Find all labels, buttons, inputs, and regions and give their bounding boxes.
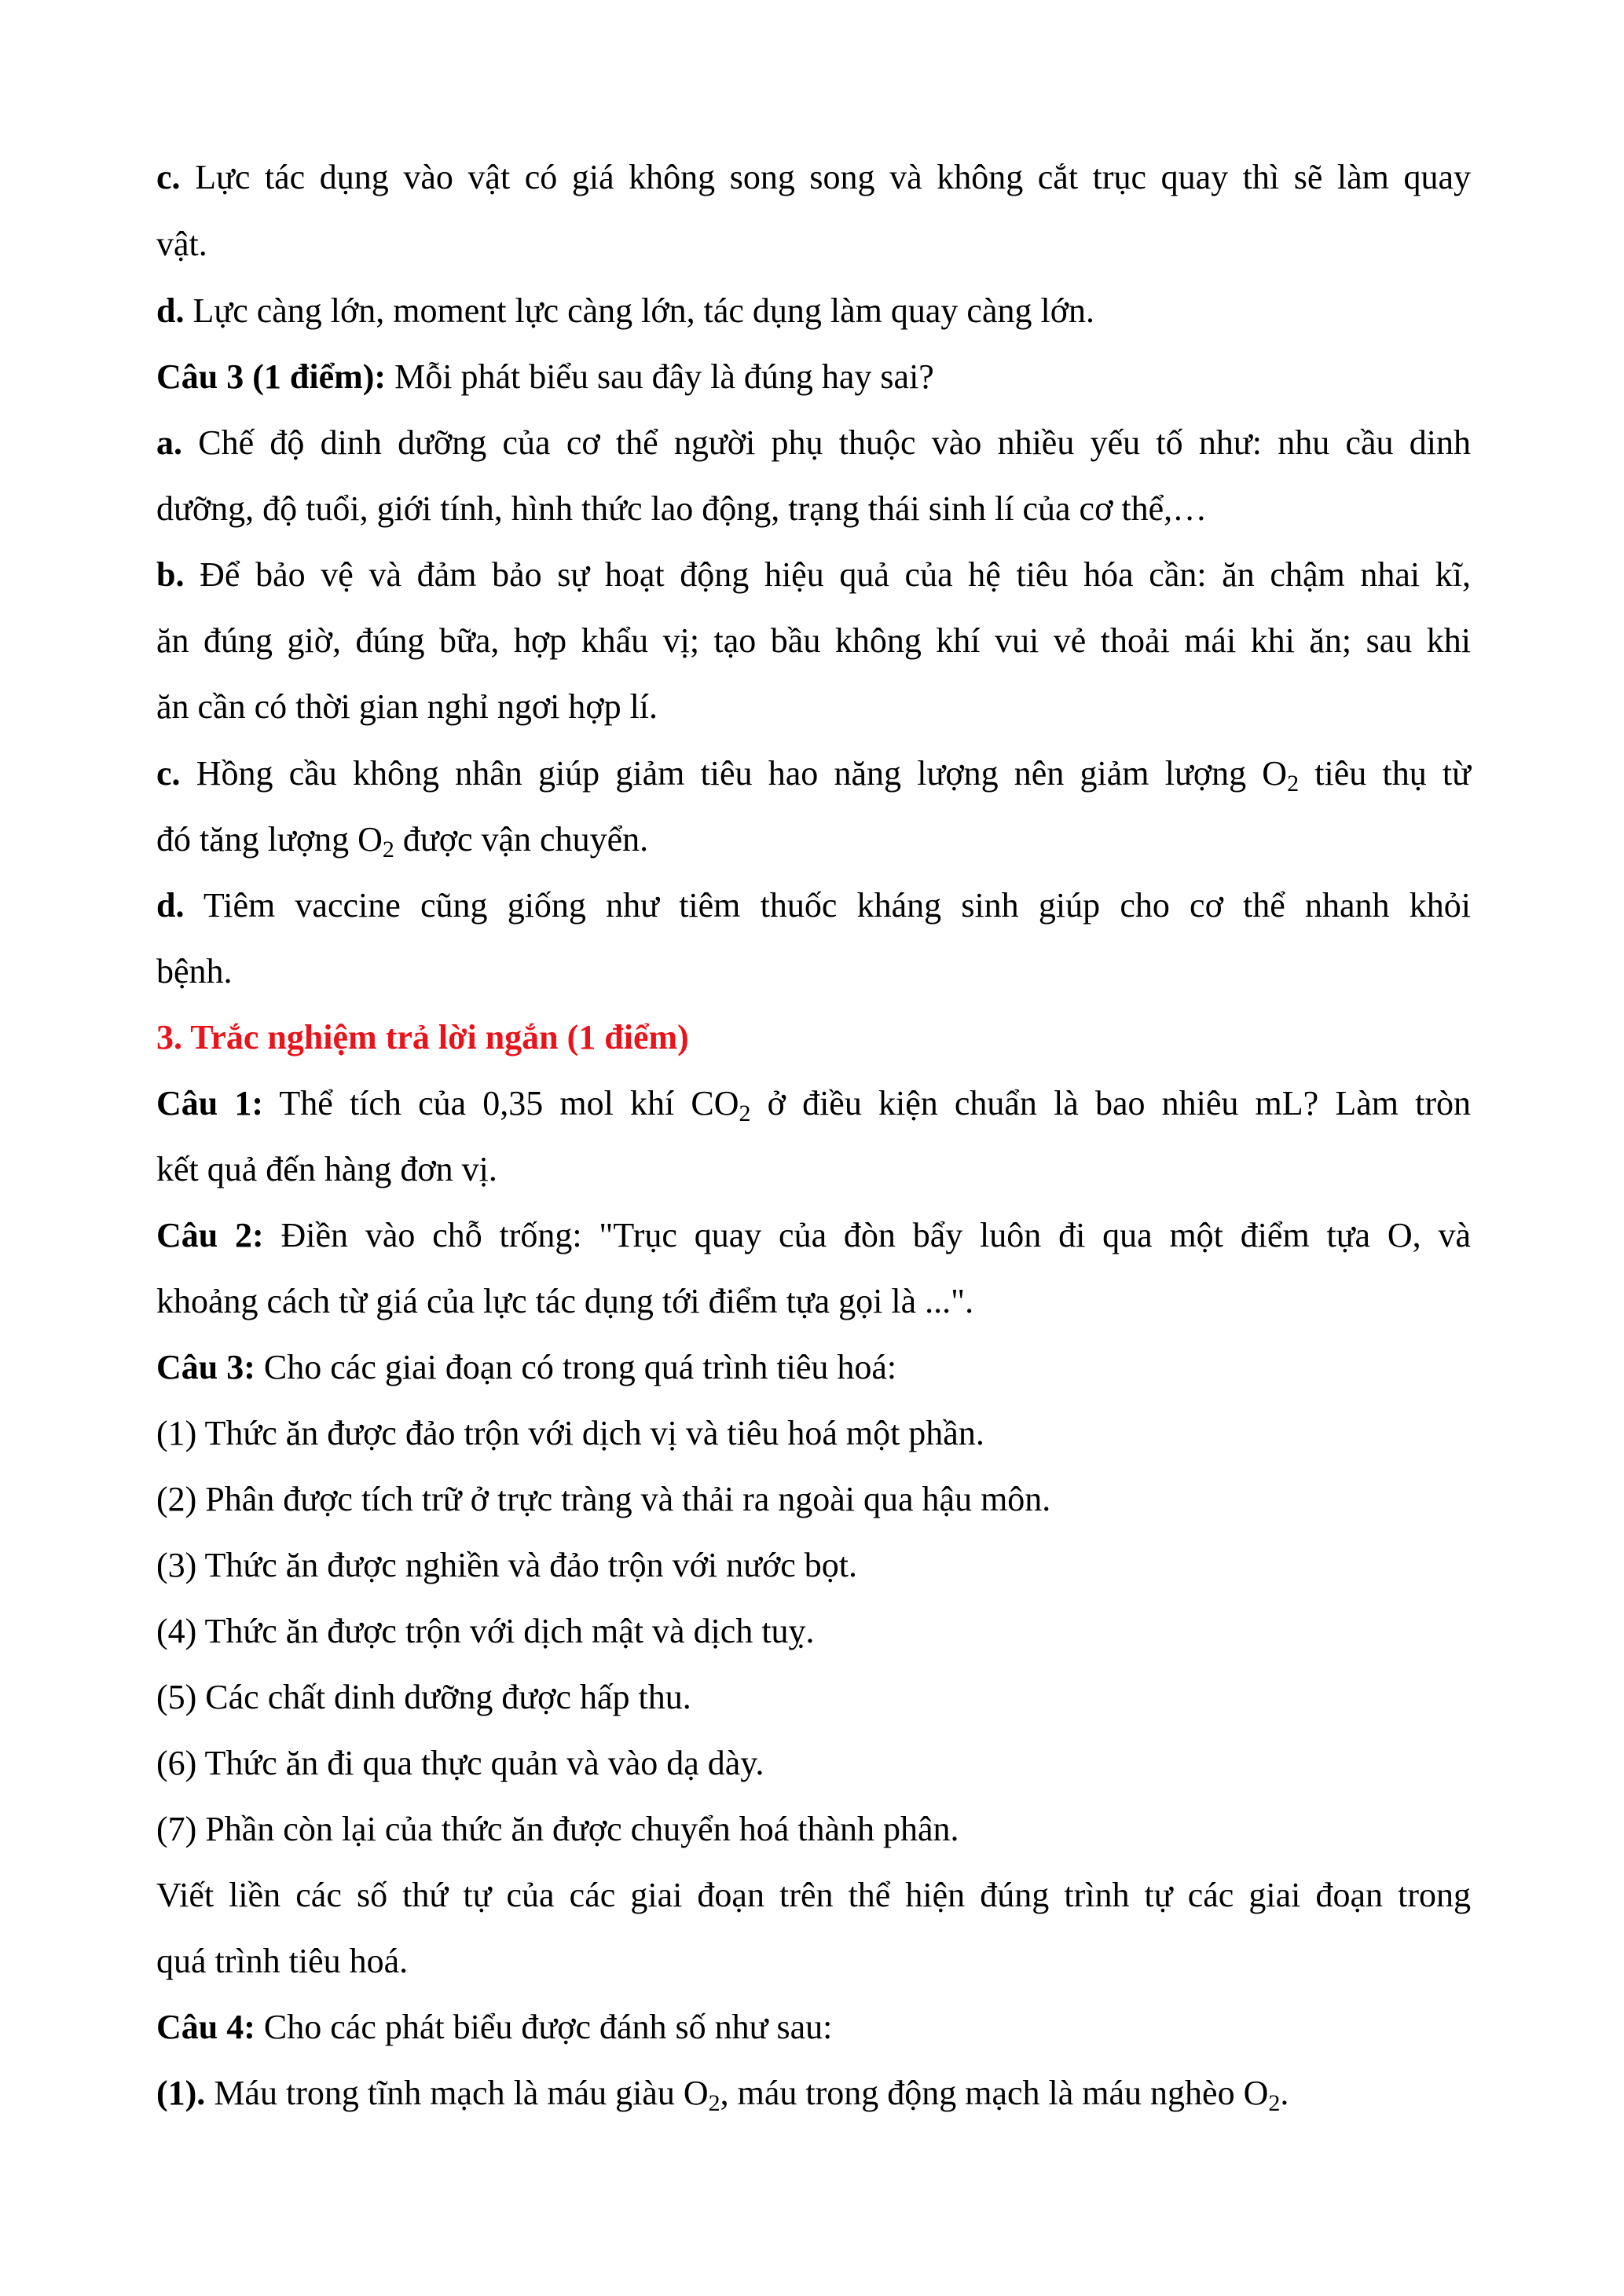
- statement-text: Để bảo vệ và đảm bảo sự hoạt động hiệu quả của hệ tiêu hóa cần: ăn chậm nhai kĩ,: [184, 555, 1471, 594]
- stage-item: (4) Thức ăn được trộn với dịch mật và dịch tuỵ.: [156, 1612, 815, 1650]
- question-prompt: Mỗi phát biểu sau đây là đúng hay sai?: [386, 357, 934, 396]
- question-label: Câu 2:: [156, 1216, 264, 1254]
- q3-statement-b-line2: ăn đúng giờ, đúng bữa, hợp khẩu vị; tạo bầu không khí vui vẻ thoải mái khi ăn; sau khi: [156, 621, 1471, 660]
- stage-item: (5) Các chất dinh dưỡng được hấp thu.: [156, 1678, 691, 1716]
- q2-statement-d: [156, 289, 1471, 333]
- s3-question-2-line2: khoảng cách từ giá của lực tác dụng tới điểm tựa gọi là ...".: [156, 1282, 974, 1320]
- s3-question-4-statement-1: [156, 2071, 1471, 2115]
- statement-label: c.: [156, 754, 181, 793]
- question-text: Điền vào chỗ trống: "Trục quay của đòn bẩy luôn đi qua một điểm tựa O, và: [263, 1216, 1472, 1254]
- subscript: 2: [1287, 771, 1300, 796]
- statement-text: Máu trong tĩnh mạch là máu giàu O: [205, 2074, 709, 2112]
- statement-label: (1).: [156, 2074, 206, 2112]
- stage-item: (6) Thức ăn đi qua thực quản và vào dạ dày.: [156, 1744, 764, 1782]
- subscript: 2: [739, 1100, 751, 1126]
- subscript: 2: [382, 837, 394, 862]
- statement-text: tiêu thụ từ: [1299, 754, 1471, 793]
- statement-text: Tiêm vaccine cũng giống như tiêm thuốc kháng sinh giúp cho cơ thể nhanh khỏi: [184, 886, 1471, 925]
- q3-statement-d-line2: bệnh.: [156, 952, 233, 991]
- statement-text: đó tăng lượng O: [156, 820, 383, 859]
- q2-statement-c-line2: vật.: [156, 225, 207, 263]
- statement-text: được vận chuyển.: [394, 820, 649, 859]
- statement-text: Chế độ dinh dưỡng của cơ thể người phụ thuộc vào nhiều yếu tố như: nhu cầu dinh: [182, 423, 1471, 462]
- q3-statement-a-line2: dưỡng, độ tuổi, giới tính, hình thức lao động, trạng thái sinh lí của cơ thể,…: [156, 489, 1208, 528]
- q2-statement-c-line1: [156, 156, 1471, 200]
- q3-statement-b-line3: ăn cần có thời gian nghỉ ngơi hợp lí.: [156, 687, 658, 726]
- question-label: Câu 4:: [156, 2008, 255, 2046]
- statement-text: .: [1280, 2074, 1289, 2112]
- statement-label: d.: [156, 886, 185, 925]
- section-heading: 3. Trắc nghiệm trả lời ngắn (1 điểm): [156, 1018, 689, 1056]
- statement-text: Lực càng lớn, moment lực càng lớn, tác dụng làm quay càng lớn.: [184, 291, 1094, 330]
- stage-item: (2) Phân được tích trữ ở trực tràng và thải ra ngoài qua hậu môn.: [156, 1480, 1051, 1518]
- q3-statement-c-line2: [156, 818, 1471, 862]
- s3-question-2-line1: [156, 1214, 1471, 1258]
- q3-statement-d-line1: [156, 884, 1471, 928]
- question-prompt: Cho các giai đoạn có trong quá trình tiêu hoá:: [255, 1348, 897, 1386]
- question-label: Câu 3 (1 điểm):: [156, 357, 387, 396]
- question-label: Câu 1:: [156, 1084, 264, 1122]
- stage-item: (1) Thức ăn được đảo trộn với dịch vị và tiêu hoá một phần.: [156, 1414, 984, 1452]
- stage-item: (7) Phần còn lại của thức ăn được chuyển hoá thành phân.: [156, 1810, 959, 1848]
- subscript: 2: [1268, 2090, 1281, 2116]
- s3-question-1-line1: [156, 1082, 1471, 1126]
- question-3-title: [156, 355, 1471, 399]
- s3-question-3-instruction-line2: quá trình tiêu hoá.: [156, 1942, 409, 1980]
- statement-label: b.: [156, 555, 185, 594]
- statement-label: d.: [156, 291, 185, 330]
- q3-statement-c-line1: [156, 752, 1471, 796]
- s3-question-3-title: [156, 1346, 1471, 1390]
- statement-label: a.: [156, 423, 182, 462]
- stage-item: (3) Thức ăn được nghiền và đảo trộn với nước bọt.: [156, 1546, 857, 1584]
- question-text: Thể tích của 0,35 mol khí CO: [263, 1084, 739, 1122]
- q3-statement-b-line1: [156, 553, 1471, 597]
- subscript: 2: [708, 2090, 720, 2116]
- question-text: ở điều kiện chuẩn là bao nhiêu mL? Làm tròn: [750, 1084, 1471, 1122]
- question-prompt: Cho các phát biểu được đánh số như sau:: [255, 2008, 833, 2046]
- s3-question-1-line2: kết quả đến hàng đơn vị.: [156, 1150, 497, 1188]
- s3-question-3-instruction-line1: Viết liền các số thứ tự của các giai đoạn trên thể hiện đúng trình tự các giai đoạn trong: [156, 1876, 1471, 1914]
- statement-label: c.: [156, 158, 181, 196]
- q3-statement-a-line1: [156, 421, 1471, 465]
- statement-text: Lực tác dụng vào vật có giá không song song và không cắt trục quay thì sẽ làm quay: [180, 158, 1471, 196]
- s3-question-4-title: [156, 2005, 1471, 2049]
- question-label: Câu 3:: [156, 1348, 255, 1386]
- statement-text: , máu trong động mạch là máu nghèo O: [720, 2074, 1269, 2112]
- statement-text: Hồng cầu không nhân giúp giảm tiêu hao năng lượng nên giảm lượng O: [180, 754, 1288, 793]
